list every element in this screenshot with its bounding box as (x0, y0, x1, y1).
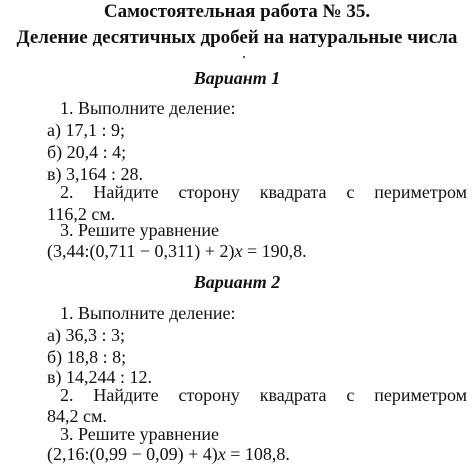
variant-2-item-a: а) 36,3 : 3; (47, 325, 125, 345)
variant-2-task-3: 3. Решите уравнение (60, 424, 219, 444)
variant-1-equation-left: (3,44:(0,711 − 0,311) + 2) (47, 241, 235, 261)
variant-1-item-b: б) 20,4 : 4; (47, 142, 127, 162)
variant-1-task-1: 1. Выполните деление: (60, 98, 236, 118)
variant-2-heading: Вариант 2 (193, 272, 281, 292)
page-title: Самостоятельная работа № 35. (103, 1, 371, 22)
variant-2-task-2-cont: 84,2 см. (47, 406, 107, 426)
variant-1-item-c: в) 3,164 : 28. (47, 164, 143, 184)
variant-1-equation-var: x (234, 241, 243, 261)
variant-1-item-a: а) 17,1 : 9; (47, 120, 125, 140)
variant-1-equation-right: = 190,8. (242, 241, 307, 261)
variant-1-task-2-cont: 116,2 см. (47, 204, 116, 224)
variant-2-equation-left: (2,16:(0,99 − 0,09) + 4) (47, 444, 218, 464)
variant-1-equation (47, 240, 467, 262)
variant-1-heading: Вариант 1 (193, 68, 281, 88)
variant-2-item-c: в) 14,244 : 12. (47, 367, 152, 387)
variant-1-task-2: 2. Найдите сторону квадрата с периметром (60, 182, 467, 202)
scan-dot (243, 56, 245, 58)
variant-2-item-b: б) 18,8 : 8; (47, 347, 127, 367)
variant-2-task-2: 2. Найдите сторону квадрата с периметром (60, 385, 467, 405)
page-subtitle: Деление десятичных дробей на натуральные числа (16, 27, 458, 48)
variant-2-task-1: 1. Выполните деление: (60, 303, 236, 323)
variant-1-task-3: 3. Решите уравнение (60, 220, 219, 240)
variant-2-equation (47, 443, 467, 465)
variant-2-equation-var: x (217, 444, 226, 464)
variant-2-equation-right: = 108,8. (225, 444, 290, 464)
